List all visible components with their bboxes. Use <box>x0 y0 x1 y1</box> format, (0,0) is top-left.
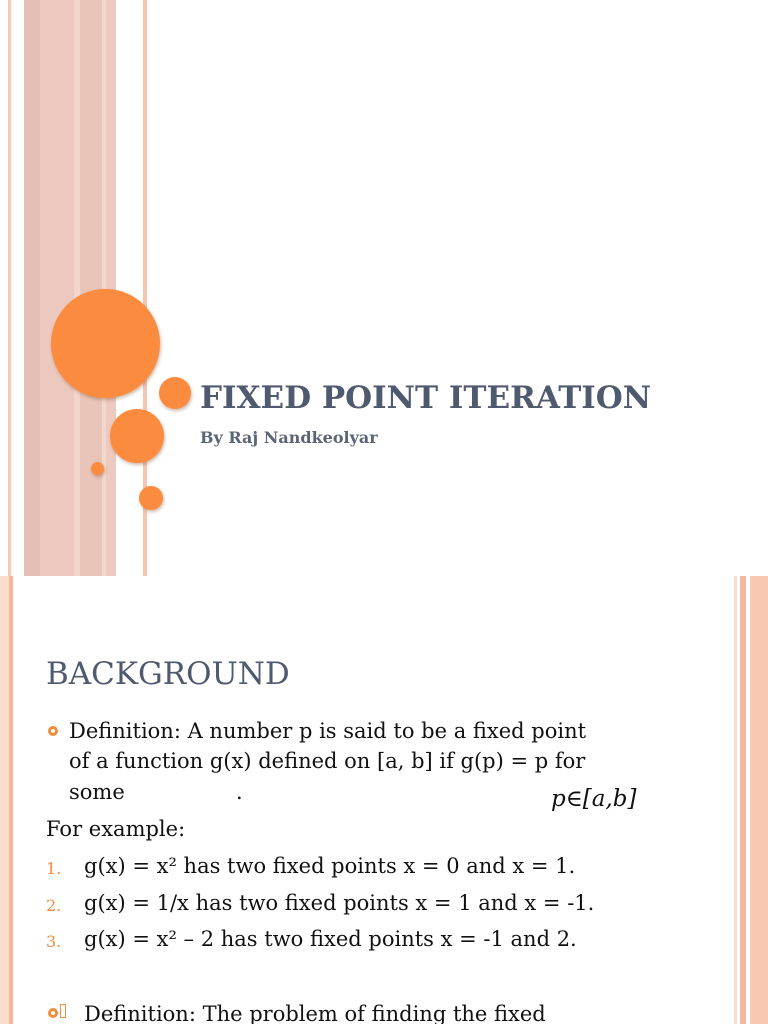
decorative-stripe <box>24 0 40 576</box>
interval-formula: p∈[a,b] <box>551 786 637 812</box>
list-item: g(x) = x² – 2 has two fixed points x = -1 and 2. <box>84 927 577 951</box>
example-intro: For example: <box>46 817 186 841</box>
slide-heading: BACKGROUND <box>46 656 290 692</box>
definition-line: Definition: The problem of finding the fixed <box>84 1002 546 1024</box>
decorative-circle-small <box>139 486 163 510</box>
list-number: 1. <box>46 859 62 878</box>
decorative-stripe <box>8 0 11 576</box>
list-item: g(x) = 1/x has two fixed points x = 1 and x = -1. <box>84 891 595 915</box>
decorative-stripe <box>9 576 13 1024</box>
decorative-circle-large <box>51 289 160 398</box>
decorative-stripe <box>734 576 737 1024</box>
definition-period: . <box>236 780 243 804</box>
decorative-stripe <box>750 576 768 1024</box>
definition-line: of a function g(x) defined on [a, b] if g(p) = p for <box>69 749 586 773</box>
slide-title: FIXED POINT ITERATION <box>200 380 652 416</box>
decorative-stripe <box>40 0 74 576</box>
background-slide <box>0 576 768 1024</box>
decorative-stripe <box>0 576 9 1024</box>
list-number: 2. <box>46 896 62 915</box>
definition-line: Definition: A number p is said to be a fixed point <box>69 719 587 743</box>
decorative-circle-medium <box>110 409 164 463</box>
decorative-stripe <box>80 0 102 576</box>
list-number: 3. <box>46 932 62 951</box>
decorative-stripe <box>740 576 746 1024</box>
list-item: g(x) = x² has two fixed points x = 0 and x = 1. <box>84 854 576 878</box>
bullet-ring-icon <box>48 726 58 736</box>
decorative-stripe <box>106 0 116 576</box>
bullet-box-icon <box>60 1004 66 1018</box>
decorative-circle-tiny <box>91 462 104 475</box>
slide-subtitle: By Raj Nandkeolyar <box>200 428 378 447</box>
decorative-circle-small <box>159 377 191 409</box>
definition-line: some <box>69 780 125 804</box>
bullet-ring-icon <box>48 1008 58 1018</box>
